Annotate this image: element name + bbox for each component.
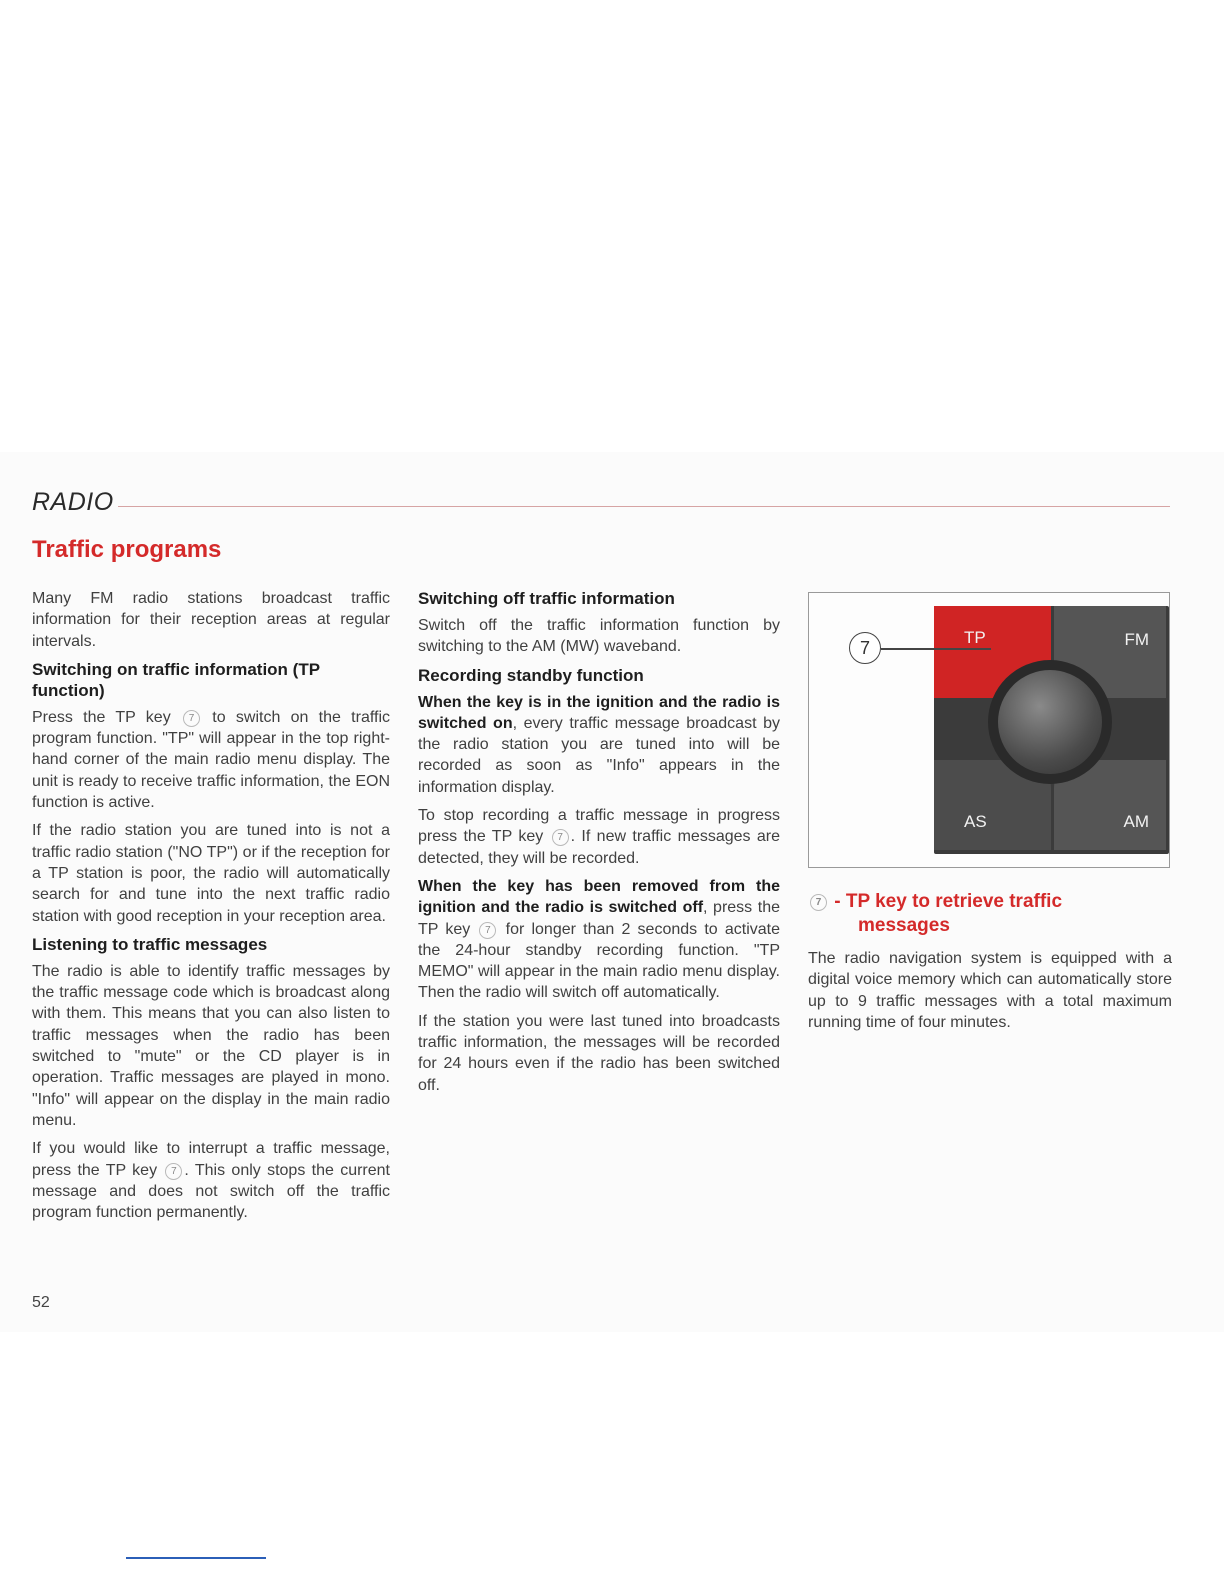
bottom-link-underline (126, 1557, 266, 1559)
radio-panel (934, 606, 1169, 854)
column-left (32, 588, 390, 1230)
key-7-icon: 7 (479, 922, 496, 939)
radio-keys-figure (808, 592, 1170, 868)
fm-key-label: FM (1124, 630, 1149, 649)
switching-on-paragraph: Press the TP key 7 to switch on the traffic program function. "TP" will appear in the top right-hand corner of the main radio menu display. The unit is ready to receive traffic information, the EON function is active. (32, 708, 391, 812)
column-middle (418, 588, 780, 1103)
recording-on-paragraph: When the key is in the ignition and the radio is switched on, every traffic message broadcast by the radio station you are tuned into will be recorded as soon as "Info" appears in the information display. (418, 693, 780, 796)
as-key-label: AS (964, 812, 987, 831)
switching-off-paragraph: Switch off the traffic information function by switching to the AM (MW) waveband. (418, 617, 780, 656)
voice-memory-paragraph: The radio navigation system is equipped with a digital voice memory which can automatically store up to 9 traffic messages with a total maximum running time of four minutes. (808, 950, 1172, 1031)
header-rule (114, 506, 1170, 507)
stop-recording-paragraph: To stop recording a traffic message in progress press the TP key 7 . If new traffic messages are detected, they will be recorded. (418, 807, 780, 867)
recording-heading: Recording standby function (418, 665, 644, 685)
switching-off-heading: Switching off traffic information (418, 589, 675, 608)
last-station-paragraph: If the station you were last tuned into broadcasts traffic information, the messages will be recorded for 24 hours even if the radio has been switched off. (418, 1012, 780, 1094)
intro-paragraph: Many FM radio stations broadcast traffic information for their reception areas at regular intervals. (32, 590, 390, 650)
column-right (808, 868, 1172, 1040)
key-7-icon: 7 (552, 829, 569, 846)
tp-key-label: TP (964, 628, 986, 647)
listening-heading: Listening to traffic messages (32, 934, 268, 954)
callout-7: 7 (849, 632, 881, 664)
switching-on-heading: Switching on traffic information (TP function) (32, 659, 320, 700)
no-tp-paragraph: If the radio station you are tuned into is not a traffic radio station ("NO TP") or if the reception for a TP station is poor, the radio will automatically search for and tune into the next traffic radio station with good reception in your reception area. (32, 822, 390, 925)
key-7-icon: 7 (810, 894, 827, 911)
rotary-knob (998, 670, 1102, 774)
callout-leader-line (881, 648, 991, 650)
am-key-label: AM (1123, 812, 1149, 831)
figure-caption: 7 - TP key to retrieve traffic messages (808, 890, 1172, 938)
key-7-icon: 7 (183, 710, 200, 727)
recording-off-lead: When the key has been removed from the ignition and the radio is switched off (418, 877, 780, 917)
listening-paragraph: The radio is able to identify traffic messages by the traffic message code which is broadcast along with them. This means that you can also listen to traffic messages when the radio has been switched to "mute" or the CD player is in operation. Traffic messages are played in mono. "Info" will appear on the display in the main radio menu. (32, 962, 390, 1129)
section-header (32, 488, 1172, 518)
page-number: 52 (32, 1294, 50, 1311)
recording-on-lead: When the key is in the ignition and the radio is switched on (418, 693, 780, 732)
recording-off-paragraph: When the key has been removed from the ignition and the radio is switched off, press the TP key 7 for longer than 2 seconds to activate the 24-hour standby recording function. "TP MEMO" will appear in the main radio menu display. Then the radio will switch off automatically. (418, 877, 780, 1002)
section-label: RADIO (32, 488, 118, 517)
key-7-icon: 7 (165, 1163, 182, 1180)
interrupt-paragraph: If you would like to interrupt a traffic message, press the TP key 7 . This only stops the current message and does not switch off the traffic program function permanently. (32, 1140, 390, 1222)
page-title: Traffic programs (32, 536, 222, 563)
